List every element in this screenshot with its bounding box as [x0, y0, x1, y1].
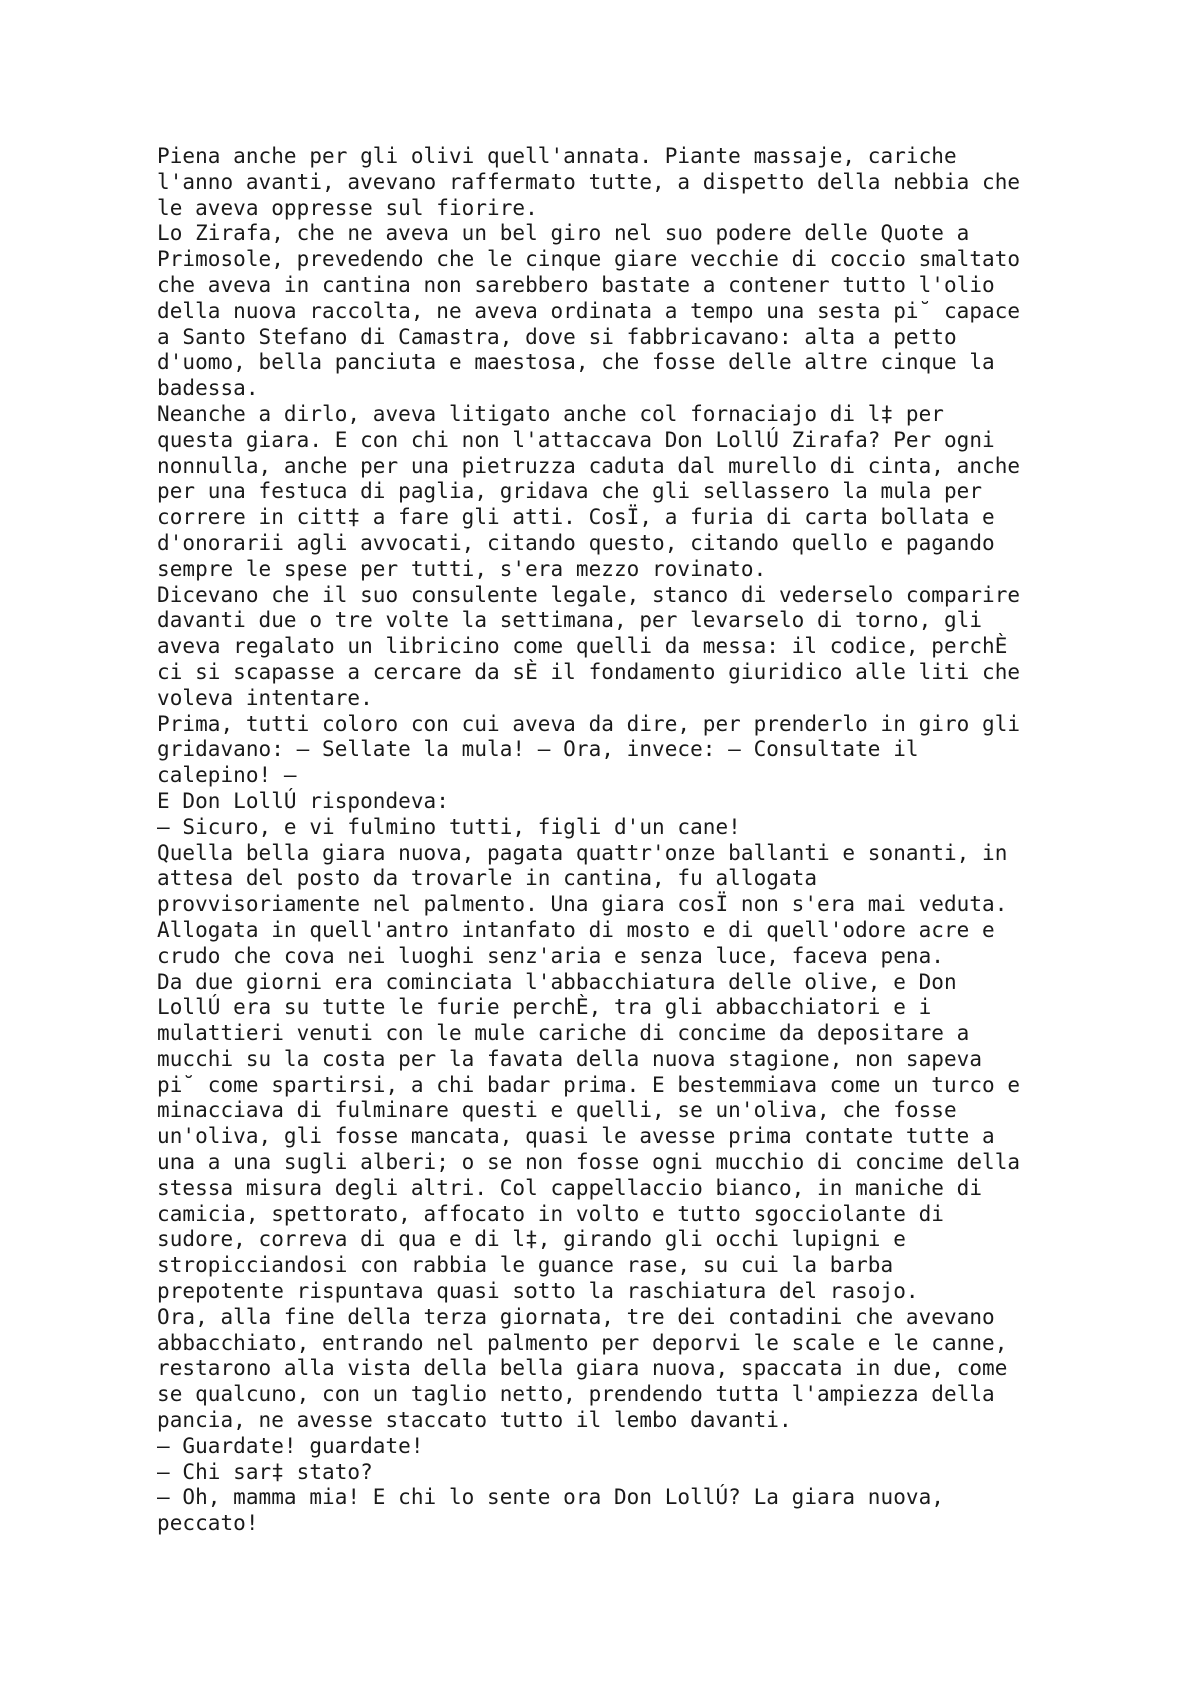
text-line: abbacchiato, entrando nel palmento per deporvi le scale e le canne,: [157, 1330, 1008, 1355]
text-line: Neanche a dirlo, aveva litigato anche col fornaciajo di l‡ per: [157, 401, 944, 426]
text-line: attesa del posto da trovarle in cantina, fu allogata: [157, 866, 818, 891]
text-line: davanti due o tre volte la settimana, per levarselo di torno, gli: [157, 608, 983, 633]
text-line: Primosole, prevedendo che le cinque giare vecchie di coccio smaltato: [157, 247, 1021, 272]
text-line: d'onorarii agli avvocati, citando questo, citando quello e pagando: [157, 530, 995, 555]
text-line: Da due giorni era cominciata l'abbacchiatura delle olive, e Don: [157, 969, 957, 994]
text-line: sempre le spese per tutti, s'era mezzo rovinato.: [157, 556, 767, 581]
text-line: le aveva oppresse sul fiorire.: [157, 195, 538, 220]
text-line: stropicciandosi con rabbia le guance rase, su cui la barba: [157, 1253, 894, 1278]
text-line: – Chi sar‡ stato?: [157, 1459, 373, 1484]
text-line: l'anno avanti, avevano raffermato tutte, a dispetto della nebbia che: [157, 169, 1021, 194]
text-line: crudo che cova nei luoghi senz'aria e senza luce, faceva pena.: [157, 943, 944, 968]
text-line: se qualcuno, con un taglio netto, prendendo tutta l'ampiezza della: [157, 1382, 995, 1407]
text-line: – Sicuro, e vi fulmino tutti, figli d'un cane!: [157, 814, 741, 839]
text-line: LollÚ era su tutte le furie perchÈ, tra gli abbacchiatori e i: [157, 995, 932, 1020]
text-line: stessa misura degli altri. Col cappellaccio bianco, in maniche di: [157, 1175, 983, 1200]
text-line: pancia, ne avesse staccato tutto il lembo davanti.: [157, 1408, 792, 1433]
text-line: della nuova raccolta, ne aveva ordinata a tempo una sesta pi˘ capace: [157, 298, 1021, 323]
text-line: nonnulla, anche per una pietruzza caduta dal murello di cinta, anche: [157, 453, 1021, 478]
text-line: badessa.: [157, 376, 259, 401]
text-line: mucchi su la costa per la favata della nuova stagione, non sapeva: [157, 1046, 983, 1071]
text-line: Prima, tutti coloro con cui aveva da dire, per prenderlo in giro gli: [157, 711, 1021, 736]
text-line: prepotente rispuntava quasi sotto la raschiatura del rasojo.: [157, 1279, 919, 1304]
text-line: questa giara. E con chi non l'attaccava Don LollÚ Zirafa? Per ogni: [157, 427, 995, 452]
text-line: pi˘ come spartirsi, a chi badar prima. E bestemmiava come un turco e: [157, 1072, 1021, 1097]
text-line: minacciava di fulminare questi e quelli, se un'oliva, che fosse: [157, 1098, 957, 1123]
text-line: – Guardate! guardate!: [157, 1433, 424, 1458]
text-line: ci si scapasse a cercare da sÈ il fondamento giuridico alle liti che: [157, 659, 1021, 684]
text-line: Lo Zirafa, che ne aveva un bel giro nel suo podere delle Quote a: [157, 221, 970, 246]
text-line: una a una sugli alberi; o se non fosse ogni mucchio di concime della: [157, 1150, 1021, 1175]
text-line: camicia, spettorato, affocato in volto e tutto sgocciolante di: [157, 1201, 944, 1226]
text-line: Piena anche per gli olivi quell'annata. Piante massaje, cariche: [157, 144, 957, 168]
text-line: un'oliva, gli fosse mancata, quasi le avesse prima contate tutte a: [157, 1124, 995, 1149]
text-line: correre in citt‡ a fare gli atti. CosÏ, a furia di carta bollata e: [157, 505, 995, 530]
text-line: Ora, alla fine della terza giornata, tre dei contadini che avevano: [157, 1304, 995, 1329]
text-line: Dicevano che il suo consulente legale, stanco di vederselo comparire: [157, 582, 1021, 607]
text-line: per una festuca di paglia, gridava che gli sellassero la mula per: [157, 479, 983, 504]
text-line: calepino! –: [157, 763, 297, 788]
text-line: a Santo Stefano di Camastra, dove si fabbricavano: alta a petto: [157, 324, 957, 349]
text-line: voleva intentare.: [157, 685, 373, 710]
text-line: aveva regalato un libricino come quelli da messa: il codice, perchÈ: [157, 634, 1008, 659]
document-page: [157, 144, 1117, 1537]
text-line: E Don LollÚ rispondeva:: [157, 788, 449, 813]
text-line: che aveva in cantina non sarebbero bastate a contener tutto l'olio: [157, 272, 995, 297]
text-line: peccato!: [157, 1511, 259, 1536]
text-line: Allogata in quell'antro intanfato di mosto e di quell'odore acre e: [157, 917, 995, 942]
text-line: gridavano: – Sellate la mula! – Ora, invece: – Consultate il: [157, 737, 919, 762]
text-line: – Oh, mamma mia! E chi lo sente ora Don LollÚ? La giara nuova,: [157, 1485, 944, 1510]
text-line: Quella bella giara nuova, pagata quattr'onze ballanti e sonanti, in: [157, 840, 1008, 865]
text-line: sudore, correva di qua e di l‡, girando gli occhi lupigni e: [157, 1227, 906, 1252]
text-line: provvisoriamente nel palmento. Una giara cosÏ non s'era mai veduta.: [157, 892, 1008, 917]
text-line: d'uomo, bella panciuta e maestosa, che fosse delle altre cinque la: [157, 350, 995, 375]
text-line: mulattieri venuti con le mule cariche di concime da depositare a: [157, 1021, 970, 1046]
text-line: restarono alla vista della bella giara nuova, spaccata in due, come: [157, 1356, 1008, 1381]
